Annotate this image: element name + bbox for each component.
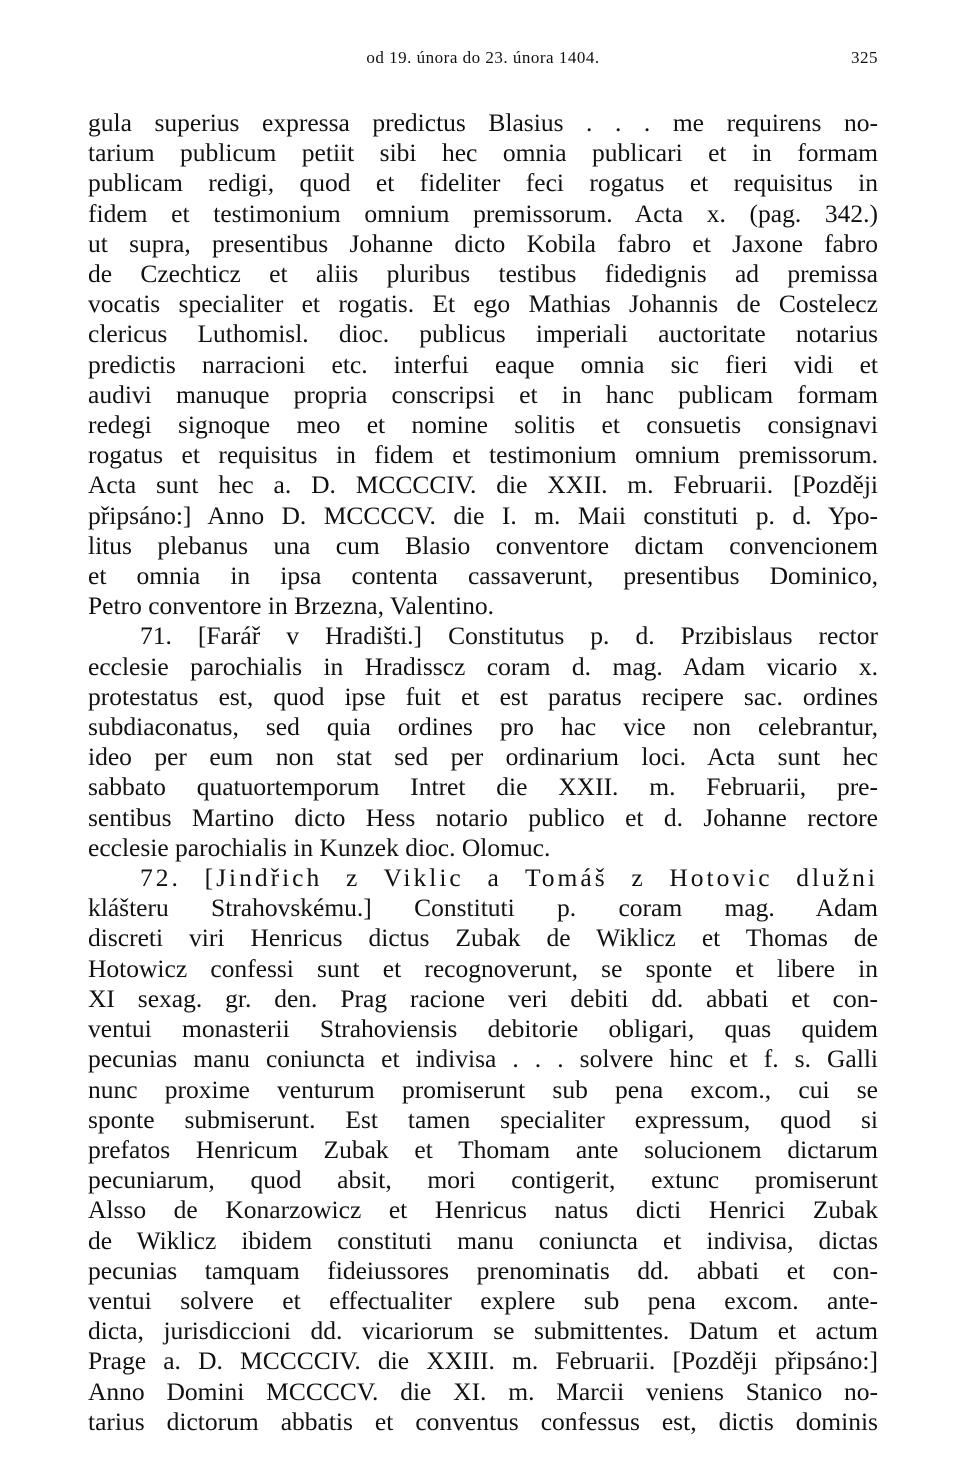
running-head [88,40,878,80]
text-line: tarium publicum petiit sibi hec omnia publicari et in formam [88,138,878,168]
text-line: pecunias tamquam fideiussores prenominatis dd. abbati et con- [88,1255,878,1285]
text-line: sentibus Martino dicto Hess notario publico et d. Johanne rectore [88,802,878,832]
text-line: ventui solvere et effectualiter explere sub pena excom. ante- [88,1285,878,1315]
entry-72-heading-line: 72. [Jindřich z Viklic a Tomáš z Hotovic dlužni [140,863,878,893]
text-line: de Czechticz et aliis pluribus testibus fidedignis ad premissa [88,259,878,289]
text-line: prefatos Henricum Zubak et Thomam ante solucionem dictarum [88,1134,878,1164]
text-line: vocatis specialiter et rogatis. Et ego Mathias Johannis de Costelecz [88,289,878,319]
text-line: clericus Luthomisl. dioc. publicus imperiali auctoritate notarius [88,319,878,349]
text-line: ventui monasterii Strahoviensis debitorie obligari, quas quidem [88,1014,878,1044]
text-line: tarius dictorum abbatis et conventus confessus est, dictis dominis [88,1406,878,1436]
text-line: ecclesie parochialis in Kunzek dioc. Olomuc. [88,832,551,862]
text-line: ecclesie parochialis in Hradisscz coram d. mag. Adam vicario x. [88,651,878,681]
body-text [88,108,878,1437]
text-line: XI sexag. gr. den. Prag racione veri debiti dd. abbati et con- [88,983,878,1013]
text-line: připsáno:] Anno D. MCCCCV. die I. m. Maii constituti p. d. Ypo- [88,500,878,530]
text-line: discreti viri Henricus dictus Zubak de Wiklicz et Thomas de [88,923,878,953]
text-line: ideo per eum non stat sed per ordinarium loci. Acta sunt hec [88,742,878,772]
text-line: publicam redigi, quod et fideliter feci rogatus et requisitus in [88,168,878,198]
text-line: fidem et testimonium omnium premissorum. Acta x. (pag. 342.) [88,198,878,228]
text-line: protestatus est, quod ipse fuit et est paratus recipere sac. ordines [88,681,878,711]
text-line: dicta, jurisdiccioni dd. vicariorum se submittentes. Datum et actum [88,1316,878,1346]
text-line: litus plebanus una cum Blasio conventore dictam convencionem [88,530,878,560]
text-line: Alsso de Konarzowicz et Henricus natus dicti Henrici Zubak [88,1195,878,1225]
text-line: redegi signoque meo et nomine solitis et consuetis consignavi [88,410,878,440]
text-line: Hotowicz confessi sunt et recognoverunt, se sponte et libere in [88,953,878,983]
text-line: pecunias manu coniuncta et indivisa . . . solvere hinc et f. s. Galli [88,1044,878,1074]
text-line: sponte submiserunt. Est tamen specialiter expressum, quod si [88,1104,878,1134]
text-line: et omnia in ipsa contenta cassaverunt, presentibus Dominico, [88,561,878,591]
text-line: nunc proxime venturum promiserunt sub pena excom., cui se [88,1074,878,1104]
text-line: Acta sunt hec a. D. MCCCCIV. die XXII. m. Februarii. [Později [88,470,878,500]
page-number: 325 [851,48,878,67]
text-line: pecuniarum, quod absit, mori contigerit, extunc promiserunt [88,1165,878,1195]
text-line: subdiaconatus, sed quia ordines pro hac vice non celebrantur, [88,712,878,742]
text-line: rogatus et requisitus in fidem et testimonium omnium premissorum. [88,440,878,470]
text-line: Anno Domini MCCCCV. die XI. m. Marcii veniens Stanico no- [88,1376,878,1406]
running-title: od 19. února do 23. února 1404. [366,48,600,67]
text-line: audivi manuque propria conscripsi et in hanc publicam formam [88,379,878,409]
text-line: sabbato quatuortemporum Intret die XXII. m. Februarii, pre- [88,772,878,802]
entry-71-heading-line: 71. [Farář v Hradišti.] Constitutus p. d. Przibislaus rector [140,621,878,651]
text-line: Prage a. D. MCCCCIV. die XXIII. m. Februarii. [Později připsáno:] [88,1346,878,1376]
text-line: gula superius expressa predictus Blasius . . . me requirens no- [88,108,878,137]
text-line: de Wiklicz ibidem constituti manu coniuncta et indivisa, dictas [88,1225,878,1255]
page [88,40,878,1437]
text-line: Petro conventore in Brzezna, Valentino. [88,591,494,621]
text-line: ut supra, presentibus Johanne dicto Kobila fabro et Jaxone fabro [88,228,878,258]
text-line: klášteru Strahovskému.] Constituti p. coram mag. Adam [88,893,878,923]
text-line: predictis narracioni etc. interfui eaque omnia sic fieri vidi et [88,349,878,379]
